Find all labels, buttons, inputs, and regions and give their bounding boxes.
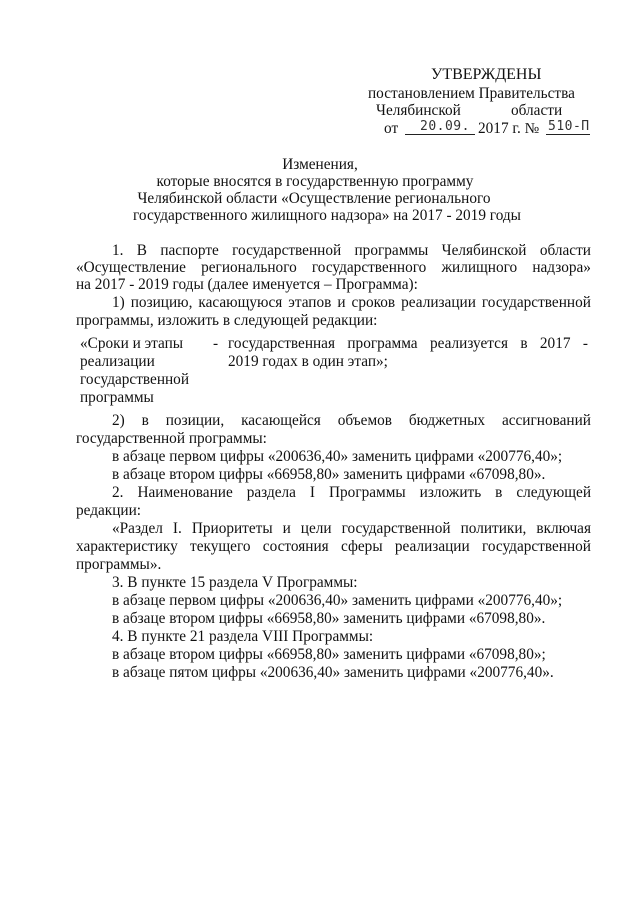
approval-prefix: от [384, 120, 399, 137]
p4-line-1: 3. В пункте 15 раздела V Программы: [112, 574, 358, 591]
table-left-3: государственной [80, 371, 190, 388]
p2-line-3: в абзаце первом цифры «200636,40» заменить цифрами «200776,40»; [112, 448, 563, 465]
heading-line-3: Челябинской области «Осуществление регионального [137, 190, 491, 207]
p1-line-1: 1. В паспорте государственной программы Челябинской области [112, 242, 591, 259]
heading-line-2: которые вносятся в государственную программу [156, 173, 474, 190]
p2-line-1: 2) в позиции, касающейся объемов бюджетных ассигнований [112, 412, 591, 429]
p2-line-2: государственной программы: [76, 430, 267, 447]
number-underline [546, 134, 590, 135]
approval-line-2-oblast: области [511, 102, 563, 119]
p3-line-1: 2. Наименование раздела I Программы изложить в следующей [112, 484, 591, 501]
p4-line-5: в абзаце втором цифры «66958,80» заменить цифрами «67098,80»; [112, 646, 546, 663]
date-underline [405, 134, 475, 135]
p3-line-2: редакции: [76, 502, 142, 519]
heading-line-1: Изменения, [282, 156, 358, 173]
table-dash: - [213, 335, 219, 352]
p4-line-3: в абзаце втором цифры «66958,80» заменить цифрами «67098,80». [112, 610, 546, 627]
table-left-4: программы [80, 389, 154, 406]
p2-line-4: в абзаце втором цифры «66958,80» заменить цифрами «67098,80». [112, 466, 546, 483]
p1-line-2: «Осуществление регионального государственного жилищного надзора» [76, 259, 591, 276]
p1-line-5: программы, изложить в следующей редакции: [76, 312, 378, 329]
p1-line-3: на 2017 - 2019 годы (далее именуется – Программа): [76, 276, 418, 293]
approval-title: УТВЕРЖДЕНЫ [431, 66, 542, 83]
p3-line-4: характеристику текущего состояния сферы реализации государственной [76, 538, 591, 555]
heading-line-4: государственного жилищного надзора» на 2017 - 2019 годы [133, 207, 521, 224]
p4-line-4: 4. В пункте 21 раздела VIII Программы: [112, 628, 374, 645]
approval-line-2-region: Челябинской [376, 102, 461, 119]
table-left-2: реализации [80, 353, 155, 370]
table-right-1: государственная программа реализуется в 2017 - [228, 335, 588, 352]
approval-line-1: постановлением Правительства [368, 85, 575, 102]
p1-line-4: 1) позицию, касающуюся этапов и сроков реализации государственной [112, 294, 591, 311]
p3-line-5: программы». [76, 556, 162, 573]
approval-year: 2017 г. № [478, 120, 540, 137]
table-left-1: «Сроки и этапы [80, 335, 184, 352]
p4-line-2: в абзаце первом цифры «200636,40» заменить цифрами «200776,40»; [112, 592, 563, 609]
p3-line-3: «Раздел I. Приоритеты и цели государственной политики, включая [112, 520, 591, 537]
table-right-2: 2019 годах в один этап»; [228, 353, 388, 370]
p4-line-6: в абзаце пятом цифры «200636,40» заменить цифрами «200776,40». [112, 664, 554, 681]
approval-date: 20.09. [420, 119, 470, 134]
approval-number: 510-П [548, 119, 590, 134]
